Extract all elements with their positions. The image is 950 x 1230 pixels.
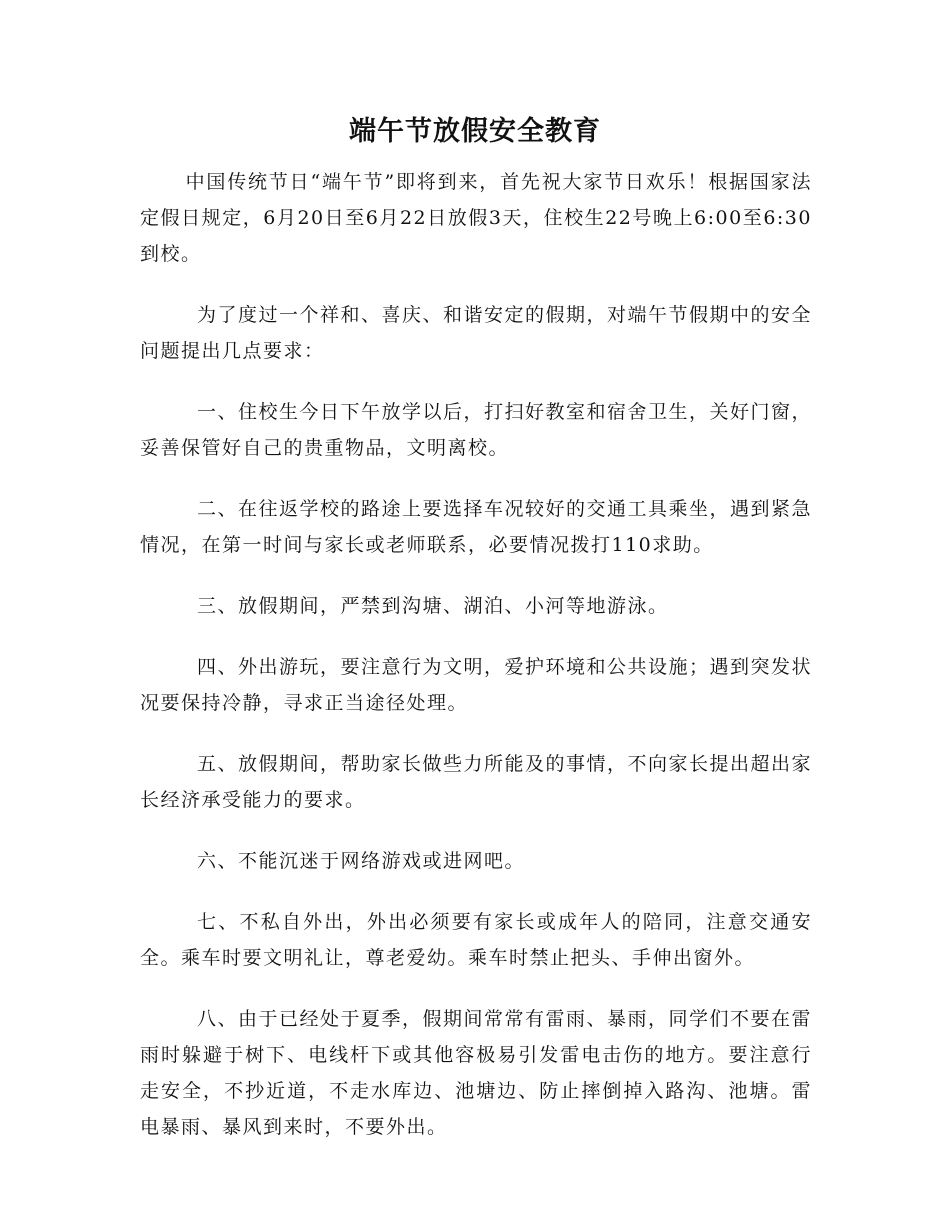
rule-6-paragraph: 六、不能沉迷于网络游戏或进网吧。 [197,850,526,872]
rule-2-paragraph: 二、在往返学校的路途上要选择车况较好的交通工具乘坐，遇到紧急情况，在第一时间与家长或老师联系，必要情况拨打110求助。 [140,498,813,556]
intro-paragraph: 中国传统节日“端午节”即将到来，首先祝大家节日欢乐！根据国家法定假日规定，6月20日至6月22日放假3天，住校生22号晚上6:00至6:30到校。 [140,171,812,265]
document-body [140,164,812,1170]
requirements-intro-paragraph: 为了度过一个祥和、喜庆、和谐安定的假期，对端午节假期中的安全问题提出几点要求： [140,304,813,362]
rule-1-paragraph: 一、住校生今日下午放学以后，打扫好教室和宿舍卫生，关好门窗，妥善保管好自己的贵重物品，文明离校。 [140,401,813,459]
rule-4-paragraph: 四、外出游玩，要注意行为文明，爱护环境和公共设施；遇到突发状况要保持冷静，寻求正当途径处理。 [140,656,813,714]
rule-7-paragraph: 七、不私自外出，外出必须要有家长或成年人的陪同，注意交通安全。乘车时要文明礼让，尊老爱幼。乘车时禁止把头、手伸出窗外。 [140,911,812,969]
rule-5-paragraph: 五、放假期间，帮助家长做些力所能及的事情，不向家长提出超出家长经济承受能力的要求。 [140,753,813,811]
rule-3-paragraph: 三、放假期间，严禁到沟塘、湖泊、小河等地游泳。 [197,595,669,617]
document-title: 端午节放假安全教育 [349,116,601,147]
rule-8-paragraph: 八、由于已经处于夏季，假期间常常有雷雨、暴雨，同学们不要在雷雨时躲避于树下、电线杆下或其他容极易引发雷电击伤的地方。要注意行走安全，不抄近道，不走水库边、池塘边、防止摔倒掉入路沟、池塘。雷电暴雨、暴风到来时，不要外出。 [140,1008,813,1138]
